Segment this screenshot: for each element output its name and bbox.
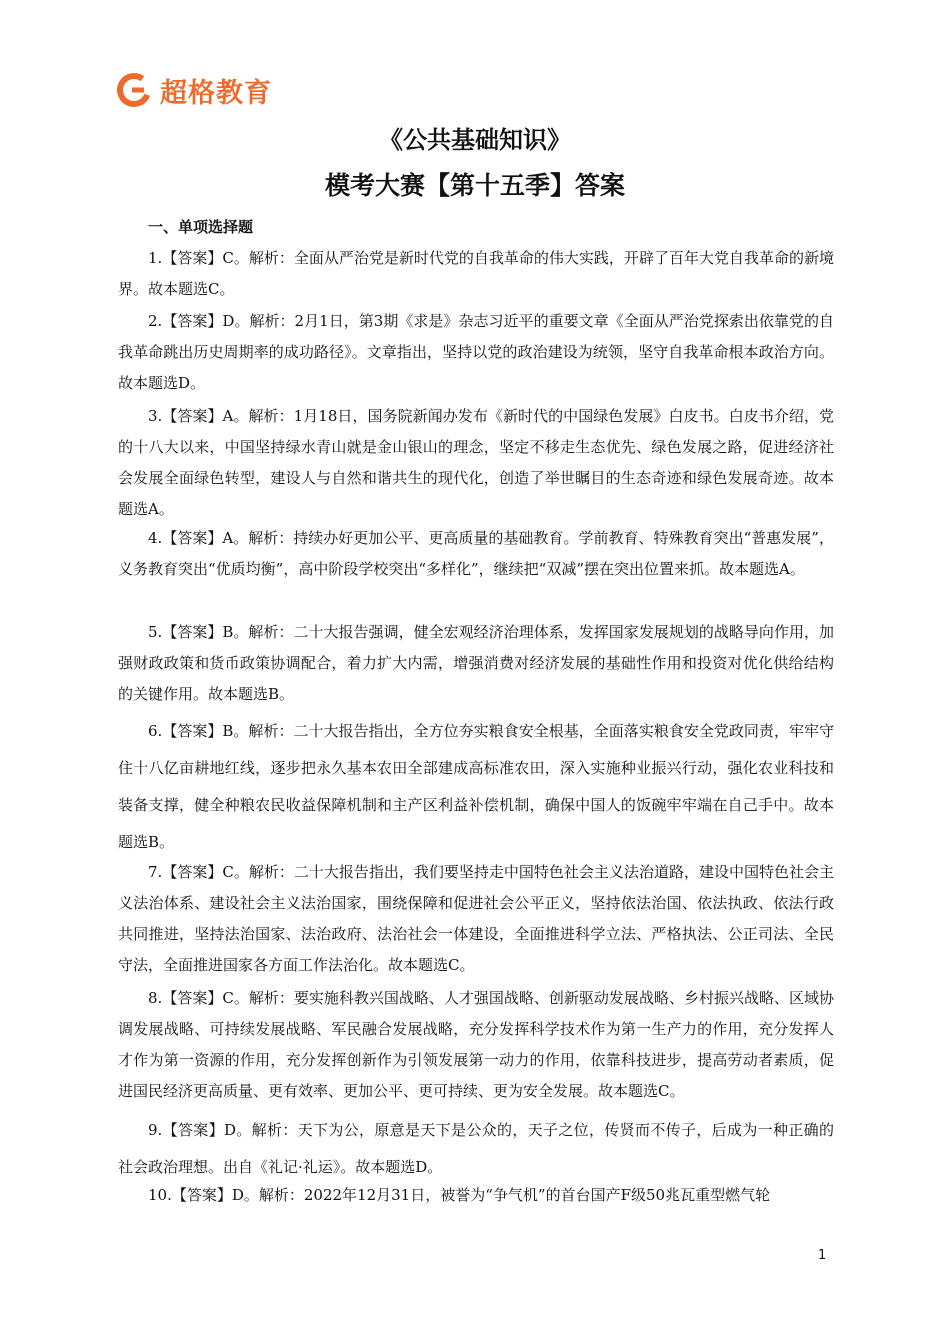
- brand-g-icon: [116, 72, 152, 108]
- answer-item: 6.【答案】B。解析：二十大报告指出，全方位夯实粮食安全根基，全面落实粮食安全党政同责，牢牢守住十八亿亩耕地红线，逐步把永久基本农田全部建成高标准农田，深入实施种业振兴行动，强化农业科技和装备支撑，健全种粮农民收益保障机制和主产区利益补偿机制，确保中国人的饭碗牢牢端在自己手中。故本题选B。: [118, 722, 834, 851]
- answer-item: 4.【答案】A。解析：持续办好更加公平、更高质量的基础教育。学前教育、特殊教育突出“普惠发展”，义务教育突出“优质均衡”，高中阶段学校突出“多样化”，继续把“双减”摆在突出位置来抓。故本题选A。: [118, 529, 834, 578]
- answer-item: 10.【答案】D。解析：2022年12月31日，被誉为“争气机”的首台国产F级50兆瓦重型燃气轮: [148, 1186, 771, 1204]
- answer-item: 9.【答案】D。解析：天下为公，原意是天下是公众的，天子之位，传贤而不传子，后成为一种正确的社会政治理想。出自《礼记·礼运》。故本题选D。: [118, 1121, 834, 1176]
- answer-item: 3.【答案】A。解析：1月18日，国务院新闻办发布《新时代的中国绿色发展》白皮书。白皮书介绍，党的十八大以来，中国坚持绿水青山就是金山银山的理念，坚定不移走生态优先、绿色发展之路，促进经济社会发展全面绿色转型，建设人与自然和谐共生的现代化，创造了举世瞩目的生态奇迹和绿色发展奇迹。故本题选A。: [118, 407, 834, 518]
- brand-name: 超格教育: [160, 77, 272, 109]
- page-number: 1: [818, 1248, 827, 1263]
- answer-item: 7.【答案】C。解析：二十大报告指出，我们要坚持走中国特色社会主义法治道路，建设中国特色社会主义法治体系、建设社会主义法治国家，围绕保障和促进社会公平正义，坚持依法治国、依法执政、依法行政共同推进，坚持法治国家、法治政府、法治社会一体建设，全面推进科学立法、严格执法、公正司法、全民守法，全面推进国家各方面工作法治化。故本题选C。: [118, 863, 834, 974]
- section-heading: 一、单项选择题: [148, 218, 254, 236]
- answer-item: 5.【答案】B。解析：二十大报告强调，健全宏观经济治理体系，发挥国家发展规划的战略导向作用，加强财政政策和货币政策协调配合，着力扩大内需，增强消费对经济发展的基础性作用和投资对优化供给结构的关键作用。故本题选B。: [118, 623, 834, 703]
- document-subtitle: 模考大赛【第十五季】答案: [324, 171, 625, 200]
- answer-item: 8.【答案】C。解析：要实施科教兴国战略、人才强国战略、创新驱动发展战略、乡村振兴战略、区域协调发展战略、可持续发展战略、军民融合发展战略，充分发挥科学技术作为第一生产力的作用，充分发挥人才作为第一资源的作用，充分发挥创新作为引领发展第一动力的作用，依靠科技进步，提高劳动者素质，促进国民经济更高质量、更有效率、更加公平、更可持续、更为安全发展。故本题选C。: [118, 989, 834, 1100]
- answer-item: 2.【答案】D。解析：2月1日，第3期《求是》杂志习近平的重要文章《全面从严治党探索出依靠党的自我革命跳出历史周期率的成功路径》。文章指出，坚持以党的政治建设为统领，坚守自我革命根本政治方向。故本题选D。: [118, 312, 834, 392]
- brand-logo: [116, 70, 272, 110]
- answer-item: 1.【答案】C。解析：全面从严治党是新时代党的自我革命的伟大实践，开辟了百年大党自我革命的新境界。故本题选C。: [118, 249, 834, 298]
- document-title: 《公共基础知识》: [379, 126, 571, 154]
